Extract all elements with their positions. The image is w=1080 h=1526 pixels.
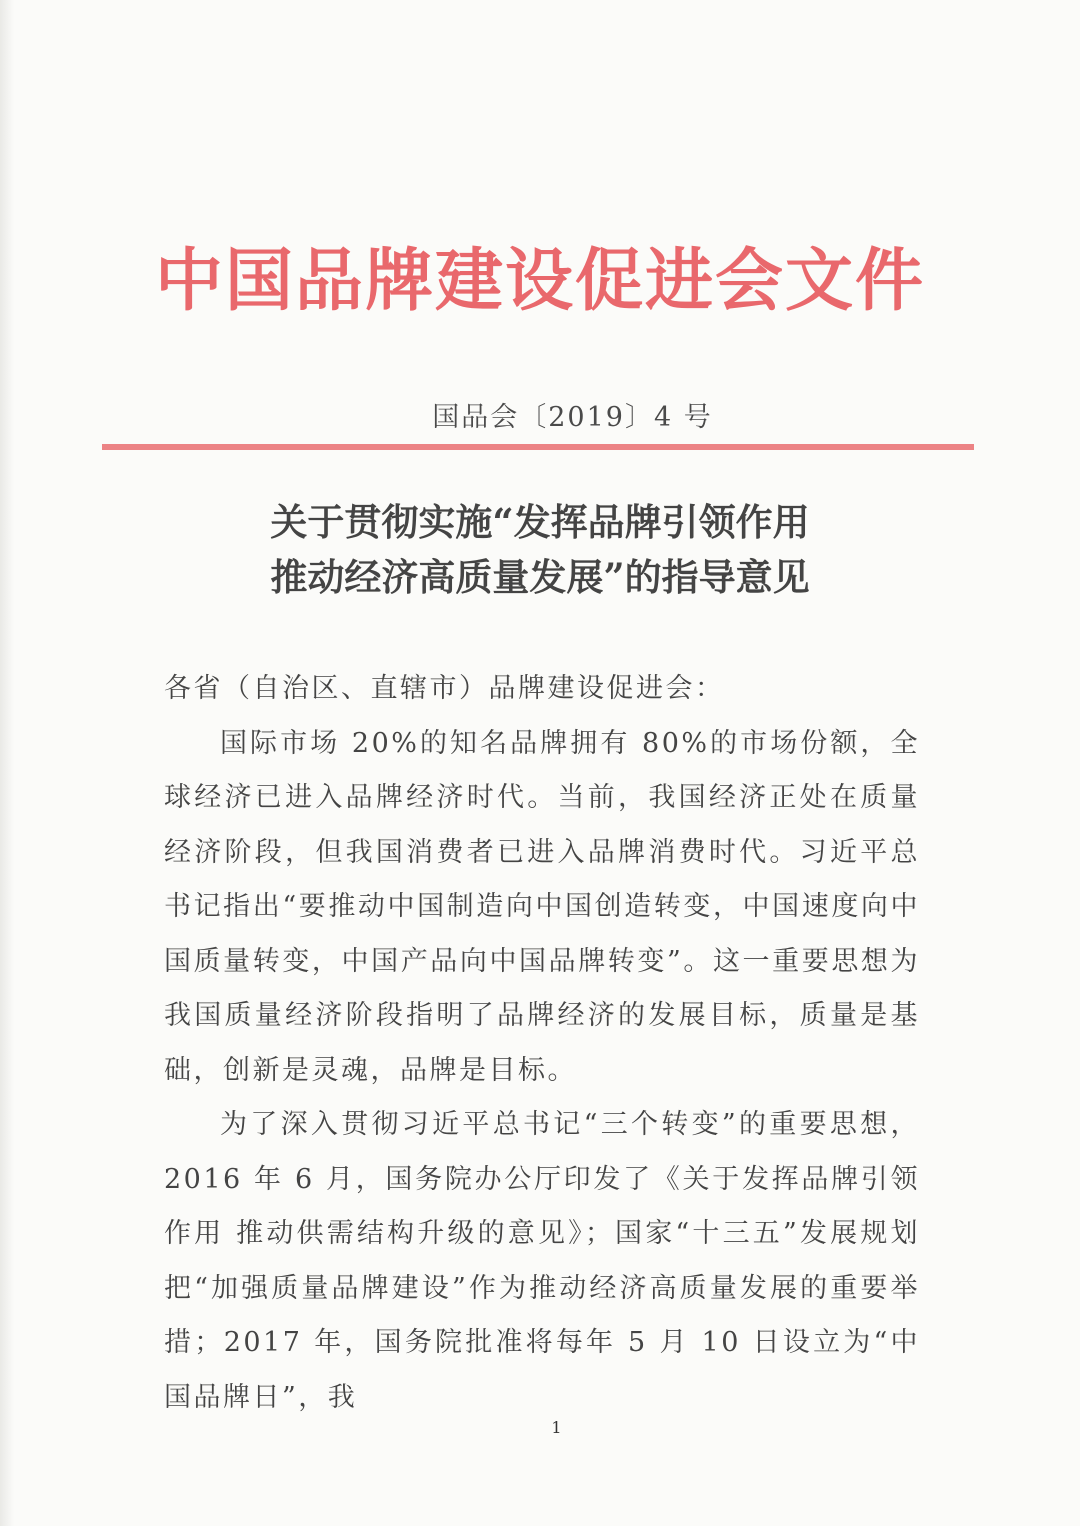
document-number: 国品会〔2019〕4 号 [432, 402, 713, 433]
red-separator-line [102, 444, 974, 450]
title-line-1: 关于贯彻实施“发挥品牌引领作用 [270, 500, 810, 544]
body-paragraph-2: 为了深入贯彻习近平总书记“三个转变”的重要思想，2016 年 6 月，国务院办公厅印发了《关于发挥品牌引领作用 推动供需结构升级的意见》；国家“十三五”发展规划把“加强质量品牌建设”作为推动经济高质量发展的重要举措；2017 年，国务院批准将每年 5 月 10 日设立为“中国品牌日”，我 [164, 1109, 920, 1413]
scan-edge-shadow [0, 0, 14, 1526]
title-line-2: 推动经济高质量发展”的指导意见 [270, 555, 810, 599]
organization-document-header: 中国品牌建设促进会文件 [154, 241, 925, 321]
page-number: 1 [551, 1418, 562, 1437]
document-title [0, 495, 1080, 605]
body-paragraph-1: 国际市场 20%的知名品牌拥有 80%的市场份额，全球经济已进入品牌经济时代。当前，我国经济正处在质量经济阶段，但我国消费者已进入品牌消费时代。习近平总书记指出“要推动中国制造向中国创造转变，中国速度向中国质量转变，中国产品向中国品牌转变”。这一重要思想为我国质量经济阶段指明了品牌经济的发展目标，质量是基础，创新是灵魂，品牌是目标。 [164, 727, 920, 1086]
document-body [164, 662, 920, 1425]
salutation: 各省（自治区、直辖市）品牌建设促进会： [164, 673, 725, 704]
